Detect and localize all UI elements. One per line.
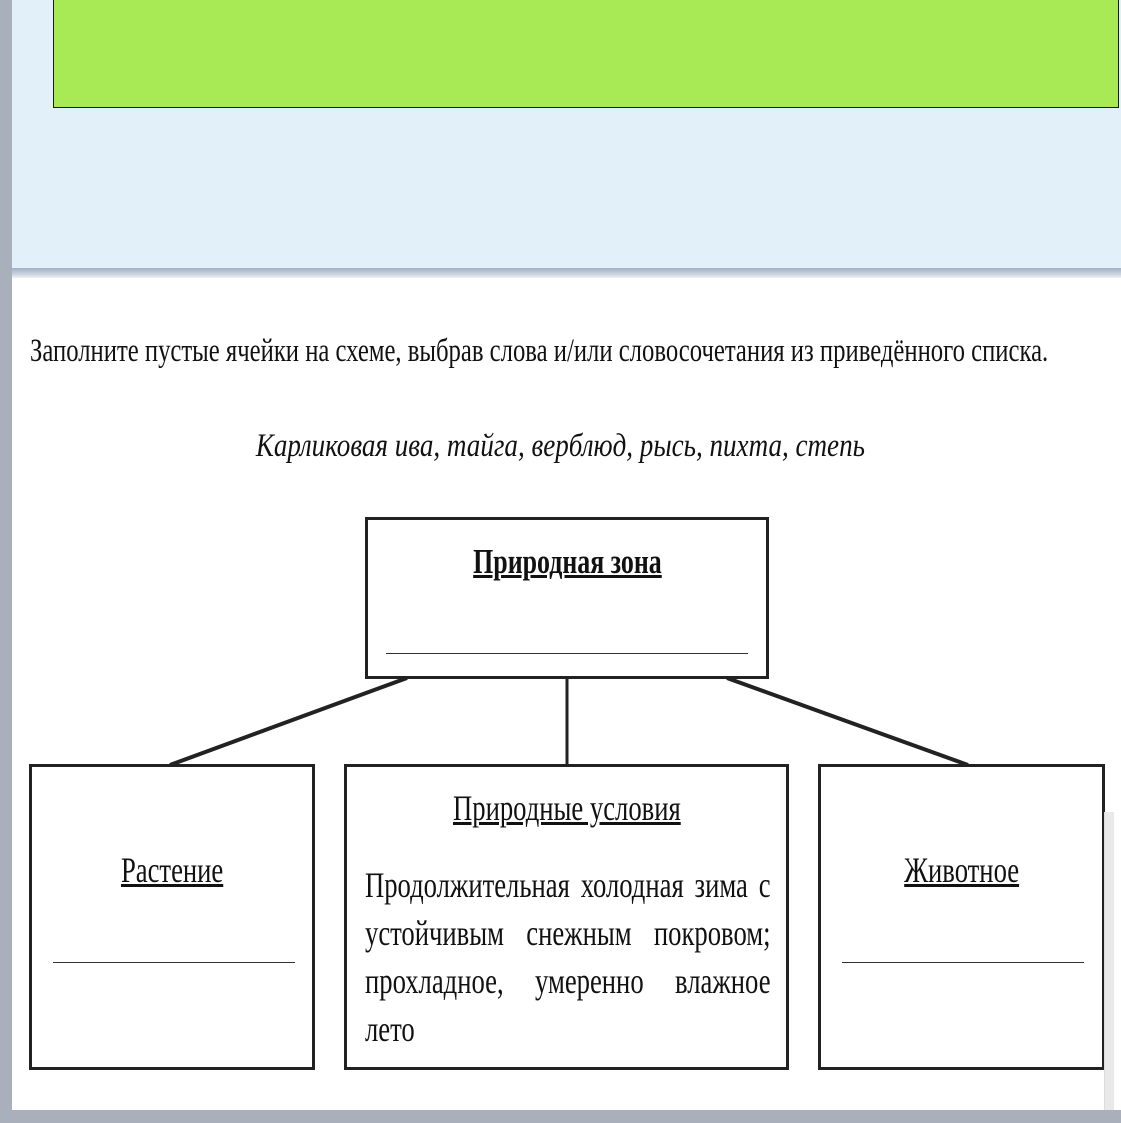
connector-right — [727, 678, 968, 765]
word-list: Карликовая ива, тайга, верблюд, рысь, пихта, степь — [255, 428, 866, 464]
animal-heading-row — [821, 849, 1102, 891]
plant-blank[interactable] — [53, 962, 295, 963]
natural-zone-title: Природная зона — [472, 542, 662, 581]
animal-title: Животное — [904, 850, 1019, 890]
window-bottom-edge — [0, 1110, 1121, 1123]
connector-left — [170, 678, 407, 765]
natural-zone-heading-row — [368, 542, 766, 582]
plant-title: Растение — [120, 850, 224, 890]
scrollbar-track[interactable] — [1104, 812, 1114, 1112]
task-instruction: Заполните пустые ячейки на схеме, выбрав слова и/или словосочетания из приведённого списка. — [30, 333, 1049, 369]
animal-box — [818, 764, 1105, 1070]
plant-box — [29, 764, 315, 1070]
animal-blank[interactable] — [842, 962, 1084, 963]
conditions-heading-row — [347, 787, 786, 829]
conditions-title: Природные условия — [452, 788, 681, 828]
plant-heading-row — [32, 849, 312, 891]
natural-zone-blank[interactable] — [386, 653, 748, 654]
natural-zone-box — [365, 517, 769, 679]
natural-conditions-box — [344, 764, 789, 1070]
conditions-description: Продолжительная холодная зима с устойчивым снежным покровом; прохладное, умеренно влажное лето — [365, 865, 771, 1049]
